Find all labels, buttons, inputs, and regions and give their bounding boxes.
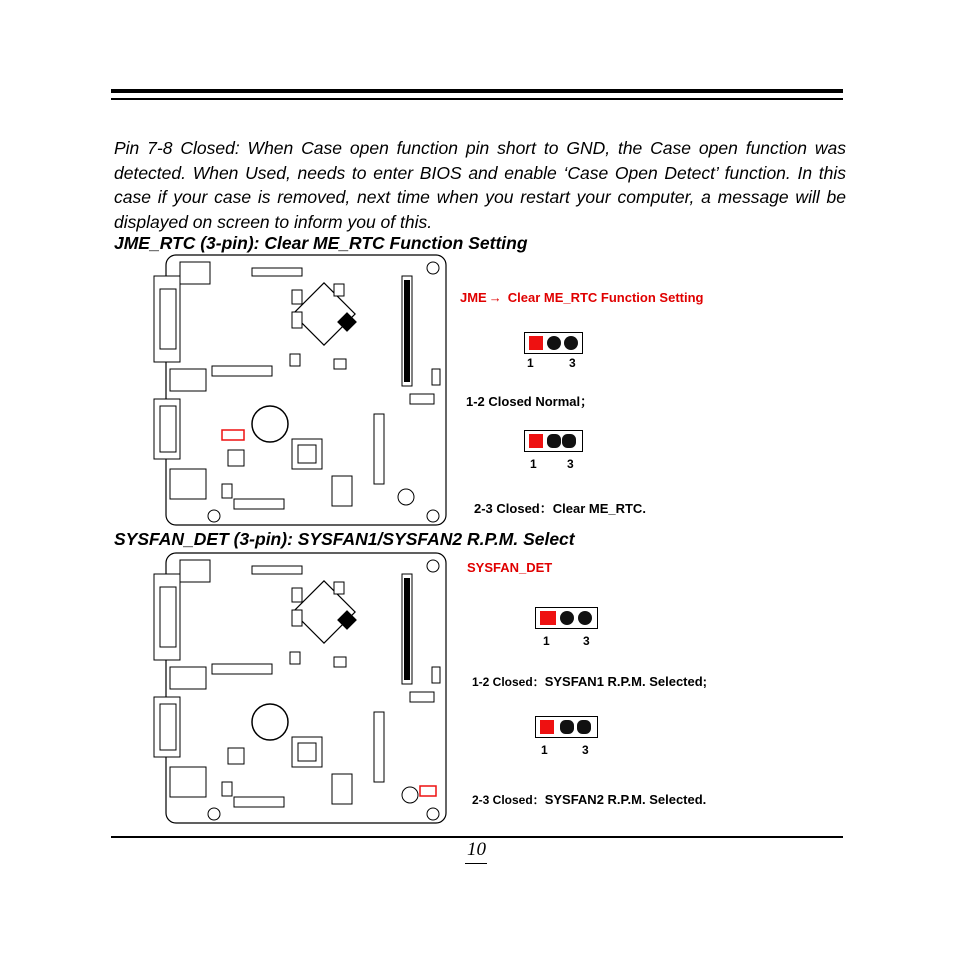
pin1-square-icon [529,336,543,350]
sysfan-opt1-pin-left: 1 [543,634,550,648]
sysfan-jumper-1-2 [535,607,598,629]
header-rule-thick [111,89,843,93]
jme-jumper-1-2 [524,332,583,354]
motherboard-diagram-jme [152,254,448,528]
sysfan-heading: SYSFAN_DET (3-pin): SYSFAN1/SYSFAN2 R.P.M. Select [114,529,575,549]
sysfan-label: SYSFAN_DET [467,560,553,575]
pin3-dot-icon [562,434,576,448]
intro-paragraph: Pin 7-8 Closed: When Case open function pin short to GND, the Case open function was detected. When Used, needs to enter BIOS and enable ‘Case Open Detect’ function. In this case if your case is removed, next time when you restart your computer, a message will be displayed on screen to inform you of this. [114,138,846,232]
jme-label-prefix: JME [460,290,487,305]
sysfan-opt2-pin-right: 3 [582,743,589,757]
pin3-dot-icon [578,611,592,625]
pin1-square-icon [529,434,543,448]
sysfan-opt1-prefix: 1-2 Closed： [472,675,545,689]
jme-jumper-2-3 [524,430,583,452]
jme-opt1-pin-left: 1 [527,356,534,370]
jme-opt1-caption: 1-2 Closed Normal； [466,394,594,409]
pin2-dot-icon [560,720,574,734]
pin1-square-icon [540,611,556,625]
jme-opt2-pin-left: 1 [530,457,537,471]
page-number: 10 [467,839,486,860]
sysfan-opt2-text: SYSFAN2 R.P.M. Selected. [544,792,707,807]
jme-opt2-caption: 2-3 Closed：Clear ME_RTC. [474,501,646,516]
pin1-square-icon [540,720,554,734]
arrow-icon: → [488,290,502,305]
motherboard-diagram-sysfan [152,552,448,826]
pin2-dot-icon [560,611,574,625]
sysfan-opt1-pin-right: 3 [583,634,590,648]
sysfan-opt1-caption [472,673,707,690]
jme-opt2-pin-right: 3 [567,457,574,471]
header-rule-thin [111,98,843,100]
pin2-dot-icon [547,434,561,448]
jme-heading: JME_RTC (3-pin): Clear ME_RTC Function Setting [114,233,528,253]
pin3-dot-icon [564,336,578,350]
jme-label-text: Clear ME_RTC Function Setting [507,290,704,305]
jme-label [460,290,703,305]
jme-opt1-pin-right: 3 [569,356,576,370]
sysfan-opt2-pin-left: 1 [541,743,548,757]
sysfan-opt2-prefix: 2-3 Closed： [472,793,545,807]
sysfan-opt1-text: SYSFAN1 R.P.M. Selected; [544,674,708,689]
footer-rule [111,836,843,838]
sysfan-opt2-caption [472,791,706,808]
page-number-underline [465,863,487,864]
sysfan-jumper-2-3 [535,716,598,738]
pin2-dot-icon [547,336,561,350]
pin3-dot-icon [577,720,591,734]
